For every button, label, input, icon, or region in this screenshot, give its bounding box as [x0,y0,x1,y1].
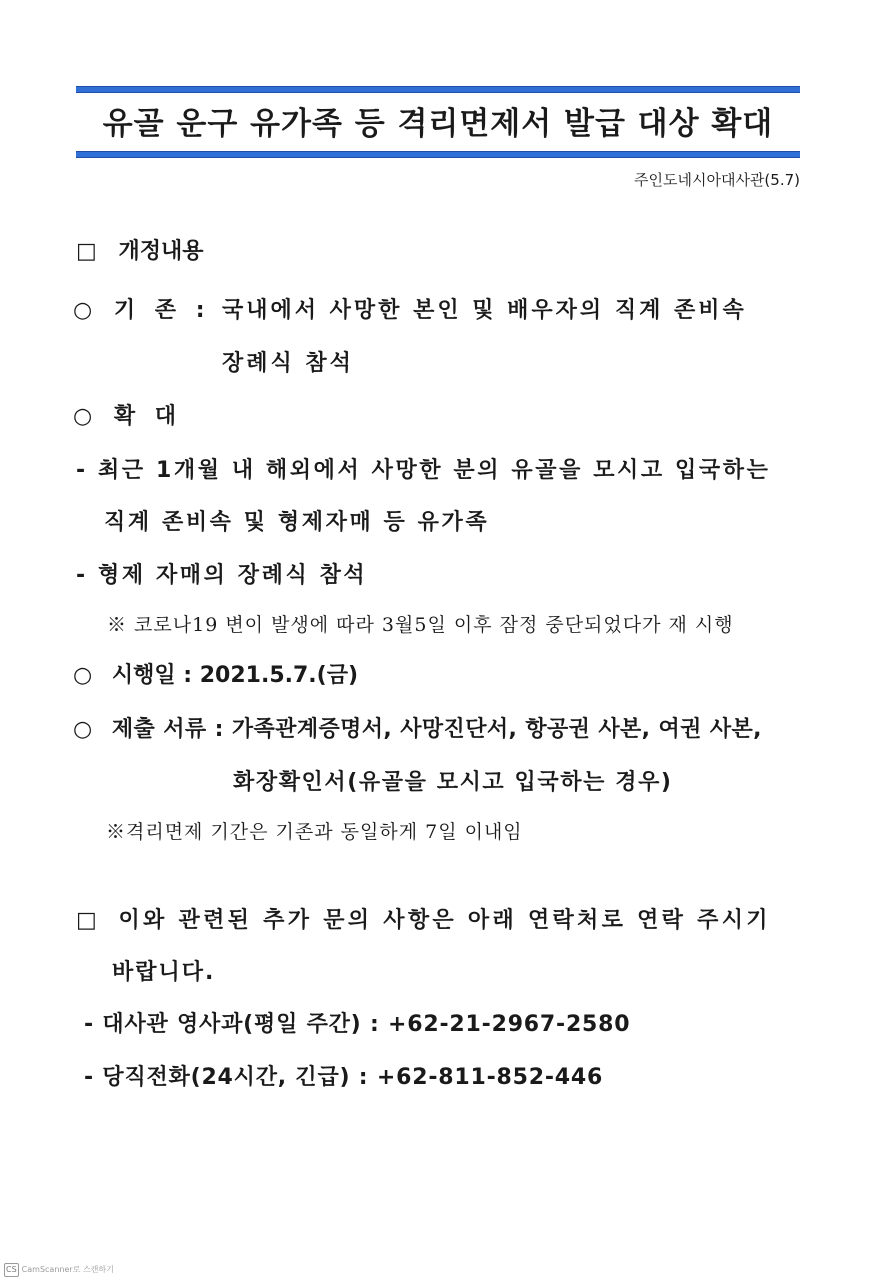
documents-text-line2: 화장확인서(유골을 모시고 입국하는 경우) [233,770,673,795]
camscanner-logo-icon: CS [4,1263,19,1277]
inquiry-text-line2: 바랍니다. [112,960,216,985]
page-title: 유골 운구 유가족 등 격리면제서 발급 대상 확대 [102,106,774,142]
title-top-rule [76,86,800,93]
circle-bullet-icon: ○ [73,663,93,688]
checkbox-square-icon: □ [76,239,97,264]
checkbox-square-icon: □ [76,908,97,933]
circle-bullet-icon: ○ [73,404,93,429]
inquiry-text-line1: 이와 관련된 추가 문의 사항은 아래 연락처로 연락 주시기 [118,908,771,933]
expansion-note: ※ 코로나19 변이 발생에 따라 3월5일 이후 잠정 중단되었다가 재 시행 [107,614,734,636]
expansion-label: 확 대 [113,404,183,429]
documents-row [73,715,762,745]
expansion-item1-line2: 직계 존비속 및 형제자매 등 유가족 [104,510,490,535]
effective-date-text: 시행일 : 2021.5.7.(금) [111,663,359,688]
title-bottom-rule [76,151,800,158]
scanner-footer-text: CamScanner로 스캔하기 [21,1265,114,1274]
documents-note: ※격리면제 기간은 기존과 동일하게 7일 이내임 [106,821,523,843]
contact-embassy: - 대사관 영사과(평일 주간) : +62-21-2967-2580 [84,1012,631,1037]
circle-bullet-icon: ○ [73,717,93,742]
section-heading-revision [76,237,203,267]
existing-marker-row [73,296,211,326]
expansion-marker-row [73,402,182,432]
expansion-item1-line1: - 최근 1개월 내 해외에서 사망한 분의 유골을 모시고 입국하는 [76,458,771,483]
section-heading-text: 개정내용 [118,239,204,264]
expansion-item2: - 형제 자매의 장례식 참석 [76,563,368,588]
existing-label: 기 존 : [113,298,211,323]
existing-text: 국내에서 사망한 본인 및 배우자의 직계 존비속 [222,298,747,323]
existing-text-line2: 장례식 참석 [222,351,354,376]
contact-duty-phone: - 당직전화(24시간, 긴급) : +62-811-852-446 [84,1065,604,1090]
scanner-footer [4,1263,114,1277]
existing-text-line1 [222,296,800,326]
effective-date-row [73,661,358,691]
source-label: 주인도네시아대사관(5.7) [634,171,800,189]
inquiry-row [76,906,771,936]
circle-bullet-icon: ○ [73,298,93,323]
documents-text-line1: 제출 서류 : 가족관계증명서, 사망진단서, 항공권 사본, 여권 사본, [111,717,762,742]
